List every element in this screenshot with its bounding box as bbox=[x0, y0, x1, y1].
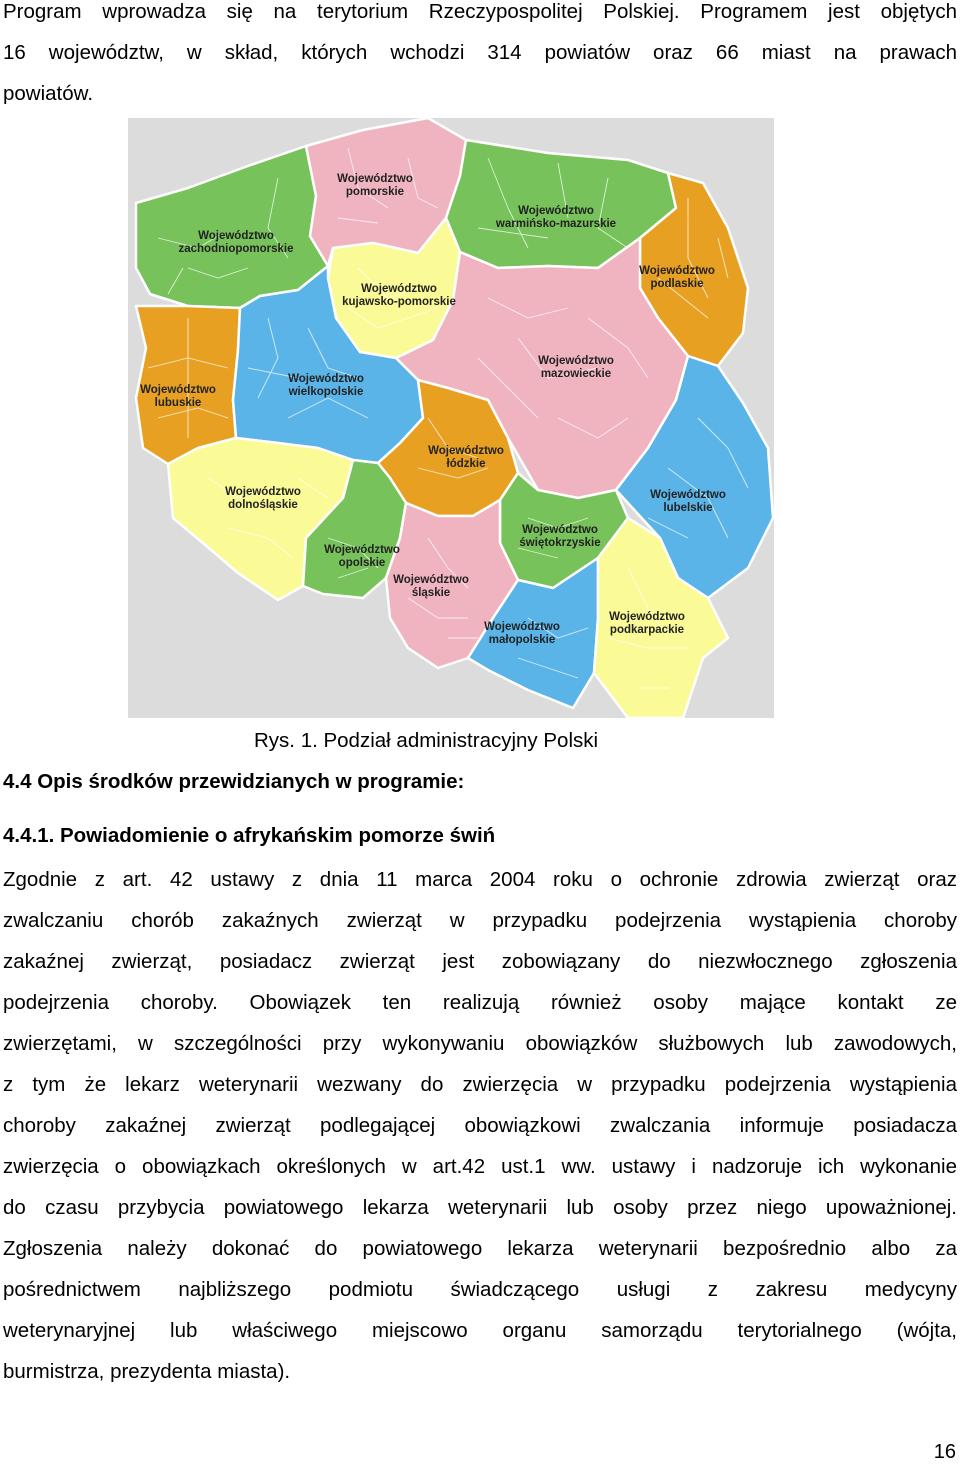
body-line: weterynaryjnej lub właściwego miejscowo organu samorządu terytorialnego (wójta, bbox=[3, 1319, 957, 1342]
region-label: świętokrzyskie bbox=[519, 537, 601, 549]
svg-text:Województwomazowieckie bbox=[538, 355, 614, 380]
region-label: Województwo bbox=[650, 489, 726, 501]
body-line: Zgłoszenia należy dokonać do powiatowego lekarza weterynarii bezpośrednio albo za bbox=[3, 1237, 957, 1260]
region-label: Województwo bbox=[140, 384, 216, 396]
region-label: dolnośląskie bbox=[228, 499, 298, 511]
region-label: Województwo bbox=[198, 230, 274, 242]
svg-text:Województwowielkopolskie bbox=[288, 373, 364, 398]
body-line: zwalczaniu chorób zakaźnych zwierząt w przypadku podejrzenia wystąpienia choroby bbox=[3, 909, 957, 932]
svg-text:Województwopomorskie bbox=[337, 173, 413, 198]
body-paragraph bbox=[3, 859, 957, 1392]
region-label: Województwo bbox=[337, 173, 413, 185]
region-label: Województwo bbox=[288, 373, 364, 385]
region-label: małopolskie bbox=[488, 634, 556, 646]
region-label: lubuskie bbox=[154, 397, 202, 409]
region-label: lubelskie bbox=[663, 502, 713, 514]
region-label: Województwo bbox=[518, 205, 594, 217]
body-line: z tym że lekarz weterynarii wezwany do zwierzęcia w przypadku podejrzenia wystąpienia bbox=[3, 1073, 957, 1096]
region-label: Województwo bbox=[393, 574, 469, 586]
page-number: 16 bbox=[933, 1441, 956, 1463]
intro-line: Program wprowadza się na terytorium Rzeczypospolitej Polskiej. Programem jest objętych bbox=[3, 0, 957, 23]
region-label: Województwo bbox=[324, 544, 400, 556]
figure-caption: Rys. 1. Podział administracyjny Polski bbox=[254, 729, 599, 752]
region-label: warmińsko-mazurskie bbox=[495, 218, 617, 230]
region-label: łódzkie bbox=[446, 458, 486, 470]
subsection-heading: 4.4.1. Powiadomienie o afrykańskim pomorze świń bbox=[3, 824, 496, 847]
region-label: podkarpackie bbox=[609, 624, 685, 636]
body-line: zwierzętami, w szczególności przy wykonywaniu obowiązków służbowych lub zawodowych, bbox=[3, 1032, 957, 1055]
intro-line: 16 województw, w skład, których wchodzi 314 powiatów oraz 66 miast na prawach bbox=[3, 41, 957, 64]
region-label: Województwo bbox=[639, 265, 715, 277]
region-label: Województwo bbox=[538, 355, 614, 367]
region-label: Województwo bbox=[428, 445, 504, 457]
intro-line: powiatów. bbox=[3, 82, 94, 105]
body-line: pośrednictwem najbliższego podmiotu świadczącego usługi z zakresu medycyny bbox=[3, 1278, 957, 1301]
body-line: do czasu przybycia powiatowego lekarza weterynarii lub osoby przez niego upoważnionej. bbox=[3, 1196, 957, 1219]
region-label: Województwo bbox=[484, 621, 560, 633]
region-label: wielkopolskie bbox=[288, 386, 364, 398]
body-line: zwierzęcia o obowiązkach określonych w art.42 ust.1 ww. ustawy i nadzoruje ich wykonanie bbox=[3, 1155, 957, 1178]
poland-administrative-map bbox=[128, 118, 774, 718]
svg-text:Województwomałopolskie bbox=[484, 621, 560, 646]
region-label: podlaskie bbox=[650, 278, 704, 290]
intro-paragraph bbox=[3, 0, 957, 114]
region-label: Województwo bbox=[609, 611, 685, 623]
region-label: Województwo bbox=[361, 283, 437, 295]
body-line: zakaźnej zwierząt, posiadacz zwierząt jest zobowiązany do niezwłocznego zgłoszenia bbox=[3, 950, 957, 973]
region-label: kujawsko-pomorskie bbox=[342, 296, 456, 308]
body-line: choroby zakaźnej zwierząt podlegającej obowiązkowi zwalczania informuje posiadacza bbox=[3, 1114, 957, 1137]
body-line: podejrzenia choroby. Obowiązek ten realizują również osoby mające kontakt ze bbox=[3, 991, 957, 1014]
body-line: Zgodnie z art. 42 ustawy z dnia 11 marca 2004 roku o ochronie zdrowia zwierząt oraz bbox=[3, 868, 957, 891]
region-label: pomorskie bbox=[345, 186, 405, 198]
svg-text:Województwodolnośląskie bbox=[225, 486, 301, 511]
region-label: Województwo bbox=[225, 486, 301, 498]
svg-text:Województwopodkarpackie bbox=[609, 611, 685, 636]
section-heading: 4.4 Opis środków przewidzianych w programie: bbox=[3, 770, 465, 793]
region-zachodniopomorskie bbox=[136, 146, 328, 308]
body-line: burmistrza, prezydenta miasta). bbox=[3, 1360, 291, 1383]
region-label: zachodniopomorskie bbox=[178, 243, 294, 255]
region-label: śląskie bbox=[411, 587, 451, 599]
region-label: opolskie bbox=[338, 557, 386, 569]
region-label: Województwo bbox=[522, 524, 598, 536]
region-label: mazowieckie bbox=[540, 368, 612, 380]
svg-text:Województwoświętokrzyskie bbox=[519, 524, 600, 549]
